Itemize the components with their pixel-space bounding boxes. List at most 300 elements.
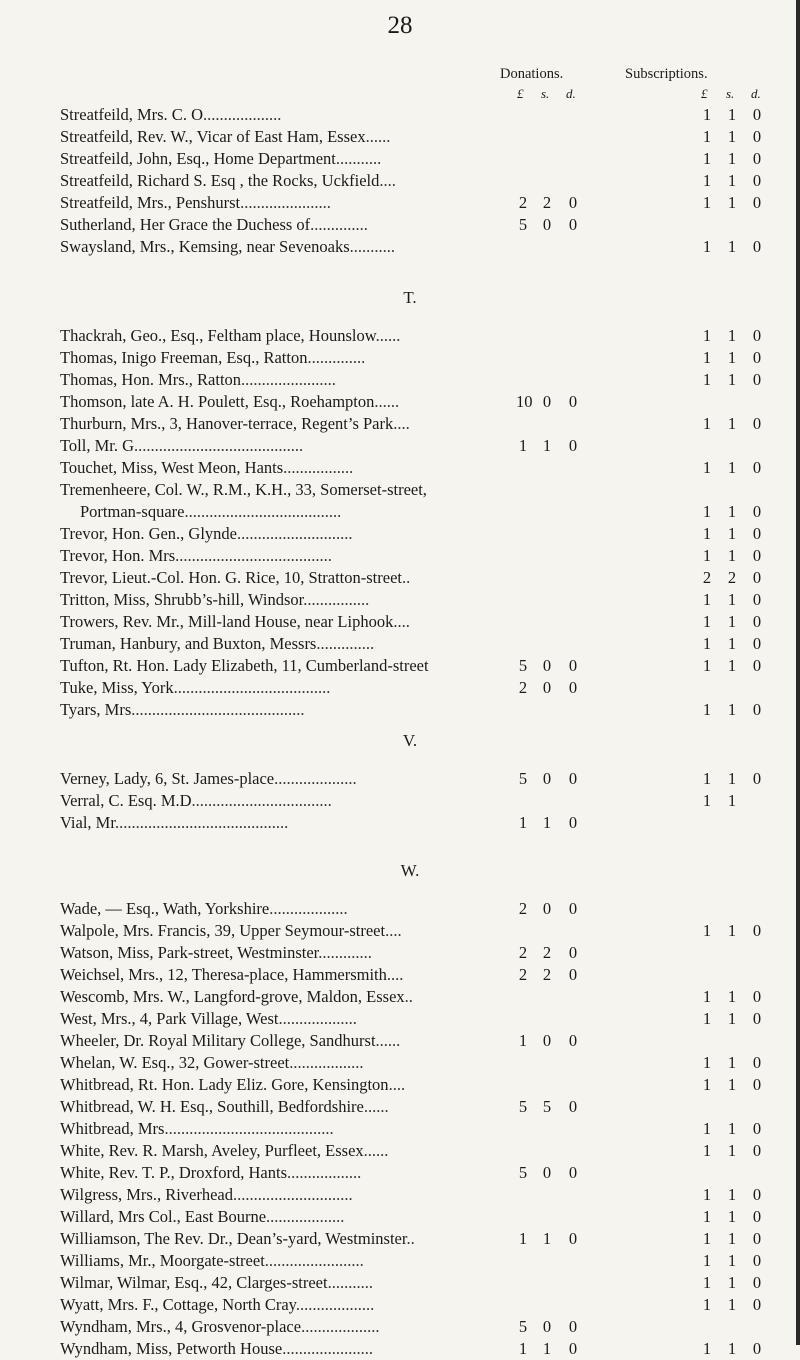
entry-name xyxy=(80,501,341,523)
entry-name-text: Streatfeild, Mrs., Penshurst xyxy=(60,193,241,212)
list-item xyxy=(60,812,760,834)
list-item xyxy=(60,986,760,1008)
subscription-amount: 1 xyxy=(702,1207,712,1226)
entry-name xyxy=(60,369,336,391)
section xyxy=(60,730,760,834)
subscription-amount: 0 xyxy=(752,105,762,124)
subscription-amount: 1 xyxy=(702,1119,712,1138)
donation-amount: 2 xyxy=(542,943,552,962)
entry-name-text: Wyatt, Mrs. F., Cottage, North Cray xyxy=(60,1295,296,1314)
subscription-amount: 1 xyxy=(727,414,737,433)
subscriptions-header: Subscriptions. xyxy=(625,66,708,82)
subscription-amount: 0 xyxy=(752,1207,762,1226)
list-item xyxy=(60,1250,760,1272)
subscription-amount: 1 xyxy=(702,127,712,146)
entry-name-text: Wade, — Esq., Wath, Yorkshire xyxy=(60,899,270,918)
donation-amount: 0 xyxy=(568,965,578,984)
donation-amount: 0 xyxy=(568,193,578,212)
entry-name-text: Trevor, Hon. Mrs xyxy=(60,546,176,565)
leader-dots: .. xyxy=(401,568,411,587)
leader-dots: .................... xyxy=(274,769,357,788)
list-item xyxy=(60,589,760,611)
subscription-amount: 0 xyxy=(752,414,762,433)
entry-name-text: Trowers, Rev. Mr., Mill-land House, near Liphook xyxy=(60,612,394,631)
list-item xyxy=(60,1030,760,1052)
entry-name xyxy=(60,964,403,986)
entry-name-text: Tyars, Mrs xyxy=(60,700,132,719)
entry-name-text: West, Mrs., 4, Park Village, West xyxy=(60,1009,279,1028)
donation-amount: 5 xyxy=(518,1317,528,1336)
leader-dots: .... xyxy=(379,171,396,190)
subscription-amount: 1 xyxy=(727,326,737,345)
entry-name-text: Wilmar, Wilmar, Esq., 42, Clarges-street xyxy=(60,1273,328,1292)
donations-header: Donations. xyxy=(500,66,564,82)
entry-name xyxy=(60,655,429,677)
entry-name-text: White, Rev. R. Marsh, Aveley, Purfleet, Essex xyxy=(60,1141,364,1160)
leader-dots: ................... xyxy=(269,899,348,918)
subscription-amount: 0 xyxy=(752,1009,762,1028)
entry-name xyxy=(60,567,410,589)
subscription-amount: 1 xyxy=(702,237,712,256)
entry-name-text: Wescomb, Mrs. W., Langford-grove, Maldon, Essex xyxy=(60,987,405,1006)
entry-name-text: Streatfeild, Richard S. Esq , the Rocks, Uckfield xyxy=(60,171,380,190)
list-item xyxy=(60,479,760,501)
entry-name-text: Whitbread, Mrs xyxy=(60,1119,165,1138)
leader-dots: ....................... xyxy=(241,370,336,389)
subscription-amount: 1 xyxy=(727,193,737,212)
entry-name xyxy=(60,1338,373,1360)
subscription-amount: 1 xyxy=(702,1141,712,1160)
subscription-amount: 1 xyxy=(702,105,712,124)
list-item xyxy=(60,1052,760,1074)
donation-amount: 2 xyxy=(518,943,528,962)
entry-name-text: Sutherland, Her Grace the Duchess of xyxy=(60,215,311,234)
donation-amount: 2 xyxy=(518,899,528,918)
leader-dots: ........................ xyxy=(264,1251,364,1270)
entry-name xyxy=(60,347,365,369)
entry-name-text: Whitbread, W. H. Esq., Southill, Bedfordshire xyxy=(60,1097,364,1116)
donation-amount: 0 xyxy=(568,1031,578,1050)
entry-name xyxy=(60,677,330,699)
entry-name-text: Verral, C. Esq. M.D xyxy=(60,791,192,810)
entry-name-text: Williamson, The Rev. Dr., Dean’s-yard, Westminster xyxy=(60,1229,407,1248)
list-item xyxy=(60,1228,760,1250)
subscription-amount: 0 xyxy=(752,1295,762,1314)
subscription-amount: 0 xyxy=(752,546,762,565)
entry-name-text: Wheeler, Dr. Royal Military College, Sandhurst xyxy=(60,1031,376,1050)
subscription-amount: 1 xyxy=(727,1053,737,1072)
leader-dots: ................. xyxy=(283,458,354,477)
subscription-amount: 2 xyxy=(702,568,712,587)
subscriptions-shilling-unit: s. xyxy=(726,86,735,101)
entry-name xyxy=(60,1294,374,1316)
donation-amount: 0 xyxy=(542,656,552,675)
page-edge-shadow xyxy=(796,0,800,1345)
list-item xyxy=(60,1008,760,1030)
leader-dots: ...................................... xyxy=(175,546,332,565)
section-letter: W. xyxy=(400,861,420,880)
list-item xyxy=(60,435,760,457)
entry-name xyxy=(60,170,396,192)
list-item xyxy=(60,1294,760,1316)
donation-amount: 0 xyxy=(568,215,578,234)
subscriptions-pound-unit: £ xyxy=(701,86,708,101)
subscription-amount: 0 xyxy=(752,193,762,212)
list-item xyxy=(60,1162,760,1184)
entry-name-text: Watson, Miss, Park-street, Westminster xyxy=(60,943,319,962)
donation-amount: 10 xyxy=(516,392,533,411)
donation-amount: 2 xyxy=(518,965,528,984)
entry-name-text: Tufton, Rt. Hon. Lady Elizabeth, 11, Cumberland-street xyxy=(60,656,429,675)
entry-name xyxy=(60,214,368,236)
entry-name xyxy=(60,898,348,920)
section xyxy=(60,860,760,1360)
subscription-amount: 1 xyxy=(727,1251,737,1270)
entry-name xyxy=(60,148,381,170)
leader-dots: .............. xyxy=(316,634,375,653)
subscription-amount: 1 xyxy=(727,612,737,631)
subscription-amount: 1 xyxy=(702,987,712,1006)
leader-dots: ...................................... xyxy=(173,678,331,697)
leader-dots: ................... xyxy=(295,1295,375,1314)
entry-name xyxy=(60,1250,364,1272)
entry-name xyxy=(60,1184,353,1206)
subscription-amount: 0 xyxy=(752,1119,762,1138)
subscription-amount: 1 xyxy=(727,127,737,146)
subscription-amount: 1 xyxy=(702,193,712,212)
leader-dots: .......................................... xyxy=(114,813,289,832)
leader-dots: .. xyxy=(404,987,413,1006)
list-item xyxy=(60,1074,760,1096)
subscription-amount: 1 xyxy=(702,1009,712,1028)
list-item xyxy=(60,1140,760,1162)
list-item xyxy=(60,1206,760,1228)
entry-name xyxy=(60,1162,361,1184)
entry-name-text: Streatfeild, John, Esq., Home Department xyxy=(60,149,336,168)
subscription-amount: 1 xyxy=(727,458,737,477)
entry-name xyxy=(60,942,372,964)
entry-name xyxy=(60,920,402,942)
list-item xyxy=(60,768,760,790)
subscription-amount: 1 xyxy=(727,1229,737,1248)
leader-dots: .... xyxy=(393,612,410,631)
subscription-amount: 1 xyxy=(727,370,737,389)
subscription-amount: 1 xyxy=(702,502,712,521)
entry-name xyxy=(60,1074,405,1096)
subscription-amount: 1 xyxy=(727,700,737,719)
subscription-amount: 1 xyxy=(702,414,712,433)
donation-amount: 1 xyxy=(542,1339,552,1358)
entry-name xyxy=(60,325,400,347)
leader-dots: .... xyxy=(385,921,402,940)
subscription-amount: 0 xyxy=(752,1339,762,1358)
entry-name-text: Streatfeild, Mrs. C. O xyxy=(60,105,203,124)
donation-amount: 1 xyxy=(518,1229,528,1248)
donation-amount: 0 xyxy=(568,1163,578,1182)
subscription-amount: 1 xyxy=(702,791,712,810)
subscription-amount: 1 xyxy=(702,1273,712,1292)
list-item xyxy=(60,523,760,545)
list-item xyxy=(60,1272,760,1294)
entry-name xyxy=(60,457,353,479)
subscription-amount: 0 xyxy=(752,1053,762,1072)
leader-dots: ...................... xyxy=(282,1339,373,1358)
leader-dots: .............. xyxy=(307,348,366,367)
list-item xyxy=(60,1316,760,1338)
subscription-amount: 1 xyxy=(702,171,712,190)
subscriptions-pence-unit: d. xyxy=(751,86,761,101)
section xyxy=(60,287,760,721)
subscription-amount: 1 xyxy=(702,656,712,675)
list-item xyxy=(60,942,760,964)
subscription-amount: 1 xyxy=(702,524,712,543)
subscription-amount: 1 xyxy=(727,105,737,124)
entry-name xyxy=(60,1140,388,1162)
subscription-amount: 0 xyxy=(752,987,762,1006)
donation-amount: 5 xyxy=(542,1097,552,1116)
leader-dots: .... xyxy=(386,965,404,984)
subscription-amount: 1 xyxy=(727,1185,737,1204)
subscription-amount: 1 xyxy=(702,1229,712,1248)
entry-name xyxy=(60,1206,344,1228)
subscription-amount: 1 xyxy=(702,634,712,653)
subscription-amount: 1 xyxy=(727,348,737,367)
list-item xyxy=(60,611,760,633)
leader-dots: ...... xyxy=(375,1031,401,1050)
entry-name-text: Trevor, Hon. Gen., Glynde xyxy=(60,524,238,543)
subscription-amount: 1 xyxy=(727,1009,737,1028)
entry-name-text: Williams, Mr., Moorgate-street xyxy=(60,1251,265,1270)
subscription-amount: 1 xyxy=(727,921,737,940)
list-item xyxy=(60,677,760,699)
entry-name-text: Tremenheere, Col. W., R.M., K.H., 33, Somerset-street, xyxy=(60,480,427,499)
entry-name-text: Weichsel, Mrs., 12, Theresa-place, Hammersmith xyxy=(60,965,387,984)
list-item xyxy=(60,699,760,721)
donation-amount: 1 xyxy=(542,813,552,832)
entry-name xyxy=(60,479,427,501)
donation-amount: 0 xyxy=(542,769,552,788)
entry-name xyxy=(60,192,331,214)
list-item xyxy=(60,1096,760,1118)
list-item xyxy=(60,325,760,347)
subscription-amount: 1 xyxy=(702,348,712,367)
entry-name xyxy=(60,768,357,790)
subscription-amount: 1 xyxy=(727,791,737,810)
entry-name xyxy=(60,435,303,457)
leader-dots: ......................................... xyxy=(134,436,304,455)
leader-dots: ...... xyxy=(374,392,400,411)
list-item xyxy=(60,347,760,369)
subscription-amount: 0 xyxy=(752,149,762,168)
donation-amount: 0 xyxy=(568,1339,578,1358)
subscription-amount: 0 xyxy=(752,1185,762,1204)
entry-name xyxy=(60,1008,357,1030)
entry-name xyxy=(60,523,353,545)
leader-dots: ........... xyxy=(327,1273,373,1292)
leader-dots: ...................... xyxy=(240,193,331,212)
entry-name-text: Portman-square xyxy=(80,502,185,521)
subscription-amount: 1 xyxy=(702,458,712,477)
donation-amount: 0 xyxy=(542,1317,552,1336)
donation-amount: 0 xyxy=(568,813,578,832)
leader-dots: .............. xyxy=(310,215,368,234)
entry-name-text: Vial, Mr xyxy=(60,813,115,832)
entry-name xyxy=(60,1228,415,1250)
leader-dots: ................... xyxy=(301,1317,380,1336)
subscription-amount: 1 xyxy=(727,987,737,1006)
subscription-amount: 1 xyxy=(727,1075,737,1094)
list-item xyxy=(60,501,760,523)
entry-name-text: Touchet, Miss, West Meon, Hants xyxy=(60,458,284,477)
subscription-amount: 0 xyxy=(752,700,762,719)
list-item xyxy=(60,964,760,986)
leader-dots: ...... xyxy=(365,127,391,146)
entry-name xyxy=(60,413,410,435)
leader-dots: .... xyxy=(393,414,410,433)
leader-dots: ............................ xyxy=(237,524,353,543)
entry-name-text: Wyndham, Miss, Petworth House xyxy=(60,1339,283,1358)
entry-name-text: Thurburn, Mrs., 3, Hanover-terrace, Regent’s Park xyxy=(60,414,394,433)
leader-dots: ........... xyxy=(335,149,382,168)
donation-amount: 0 xyxy=(542,215,552,234)
donation-amount: 5 xyxy=(518,769,528,788)
section-letter: V. xyxy=(402,731,418,750)
subscription-amount: 1 xyxy=(727,769,737,788)
subscription-amount: 1 xyxy=(702,700,712,719)
list-item xyxy=(60,1118,760,1140)
list-item xyxy=(60,413,760,435)
subscription-amount: 1 xyxy=(702,370,712,389)
leader-dots: ................... xyxy=(266,1207,345,1226)
list-item xyxy=(60,633,760,655)
list-item xyxy=(60,545,760,567)
leader-dots: ................ xyxy=(303,590,370,609)
subscription-amount: 1 xyxy=(702,612,712,631)
donations-pound-unit: £ xyxy=(517,86,524,101)
entry-name xyxy=(60,1052,364,1074)
donations-pence-unit: d. xyxy=(566,86,576,101)
subscription-amount: 1 xyxy=(727,656,737,675)
subscription-amount: 1 xyxy=(727,634,737,653)
list-item xyxy=(60,391,760,413)
leader-dots: .................................. xyxy=(191,791,332,810)
entry-name-text: Thomas, Inigo Freeman, Esq., Ratton xyxy=(60,348,308,367)
entry-name-text: Toll, Mr. G xyxy=(60,436,135,455)
donation-amount: 2 xyxy=(542,193,552,212)
donation-amount: 1 xyxy=(542,436,552,455)
subscription-amount: 1 xyxy=(727,1141,737,1160)
entry-name-text: Truman, Hanbury, and Buxton, Messrs xyxy=(60,634,317,653)
subscription-amount: 1 xyxy=(727,1273,737,1292)
leader-dots: ...................................... xyxy=(184,502,342,521)
entry-name xyxy=(60,790,332,812)
donation-amount: 5 xyxy=(518,1163,528,1182)
donation-amount: 0 xyxy=(568,656,578,675)
subscription-amount: 1 xyxy=(702,1295,712,1314)
entry-name-text: Tuke, Miss, York xyxy=(60,678,174,697)
list-item xyxy=(60,236,760,258)
subscription-amount: 0 xyxy=(752,1075,762,1094)
entry-name xyxy=(60,1316,379,1338)
donation-amount: 0 xyxy=(542,392,552,411)
list-item xyxy=(60,214,760,236)
subscription-amount: 1 xyxy=(727,149,737,168)
donation-amount: 0 xyxy=(542,678,552,697)
leader-dots: .................. xyxy=(287,1163,362,1182)
entry-name xyxy=(60,391,399,413)
entry-name-text: Thomas, Hon. Mrs., Ratton xyxy=(60,370,242,389)
entry-name-text: Trevor, Lieut.-Col. Hon. G. Rice, 10, Stratton-street xyxy=(60,568,402,587)
donation-amount: 2 xyxy=(518,678,528,697)
subscription-amount: 2 xyxy=(727,568,737,587)
list-item xyxy=(60,1338,760,1360)
donation-amount: 0 xyxy=(568,678,578,697)
leader-dots: ................... xyxy=(202,105,282,124)
subscription-amount: 0 xyxy=(752,1251,762,1270)
subscription-amount: 1 xyxy=(727,1119,737,1138)
list-item xyxy=(60,1184,760,1206)
list-item xyxy=(60,790,760,812)
subscription-amount: 1 xyxy=(727,1339,737,1358)
donation-amount: 1 xyxy=(518,1031,528,1050)
subscription-amount: 1 xyxy=(702,1339,712,1358)
subscription-amount: 1 xyxy=(727,1207,737,1226)
list-item xyxy=(60,104,760,126)
donation-amount: 1 xyxy=(518,1339,528,1358)
subscription-amount: 0 xyxy=(752,458,762,477)
entry-name xyxy=(60,986,413,1008)
subscription-amount: 1 xyxy=(702,921,712,940)
subscription-amount: 1 xyxy=(727,171,737,190)
donation-amount: 2 xyxy=(518,193,528,212)
donation-amount: 2 xyxy=(542,965,552,984)
list-item xyxy=(60,126,760,148)
entry-name xyxy=(60,1096,389,1118)
entry-name-text: Swaysland, Mrs., Kemsing, near Sevenoaks xyxy=(60,237,350,256)
list-item xyxy=(60,148,760,170)
subscription-amount: 0 xyxy=(752,1273,762,1292)
entry-name xyxy=(60,1272,373,1294)
entry-name xyxy=(60,1030,400,1052)
leader-dots: ...... xyxy=(363,1141,389,1160)
leader-dots: .... xyxy=(388,1075,406,1094)
entry-name-text: Tritton, Miss, Shrubb’s-hill, Windsor xyxy=(60,590,304,609)
list-item xyxy=(60,920,760,942)
entry-name-text: White, Rev. T. P., Droxford, Hants xyxy=(60,1163,287,1182)
entry-name-text: Wilgress, Mrs., Riverhead xyxy=(60,1185,234,1204)
entry-name-text: Verney, Lady, 6, St. James-place xyxy=(60,769,275,788)
donation-amount: 1 xyxy=(542,1229,552,1248)
entry-name-text: Willard, Mrs Col., East Bourne xyxy=(60,1207,267,1226)
entry-name xyxy=(60,611,410,633)
entry-name-text: Walpole, Mrs. Francis, 39, Upper Seymour-street xyxy=(60,921,386,940)
subscription-amount: 1 xyxy=(702,149,712,168)
list-item xyxy=(60,655,760,677)
subscription-amount: 1 xyxy=(727,502,737,521)
leader-dots: ...... xyxy=(363,1097,389,1116)
subscription-amount: 0 xyxy=(752,127,762,146)
leader-dots: ............. xyxy=(318,943,372,962)
leader-dots: .. xyxy=(406,1229,415,1248)
subscription-amount: 1 xyxy=(702,1053,712,1072)
subscription-amount: 1 xyxy=(727,237,737,256)
donation-amount: 0 xyxy=(568,1317,578,1336)
donations-shilling-unit: s. xyxy=(541,86,550,101)
subscription-amount: 1 xyxy=(702,1251,712,1270)
donation-amount: 0 xyxy=(542,899,552,918)
subscription-amount: 0 xyxy=(752,590,762,609)
donation-amount: 1 xyxy=(518,813,528,832)
